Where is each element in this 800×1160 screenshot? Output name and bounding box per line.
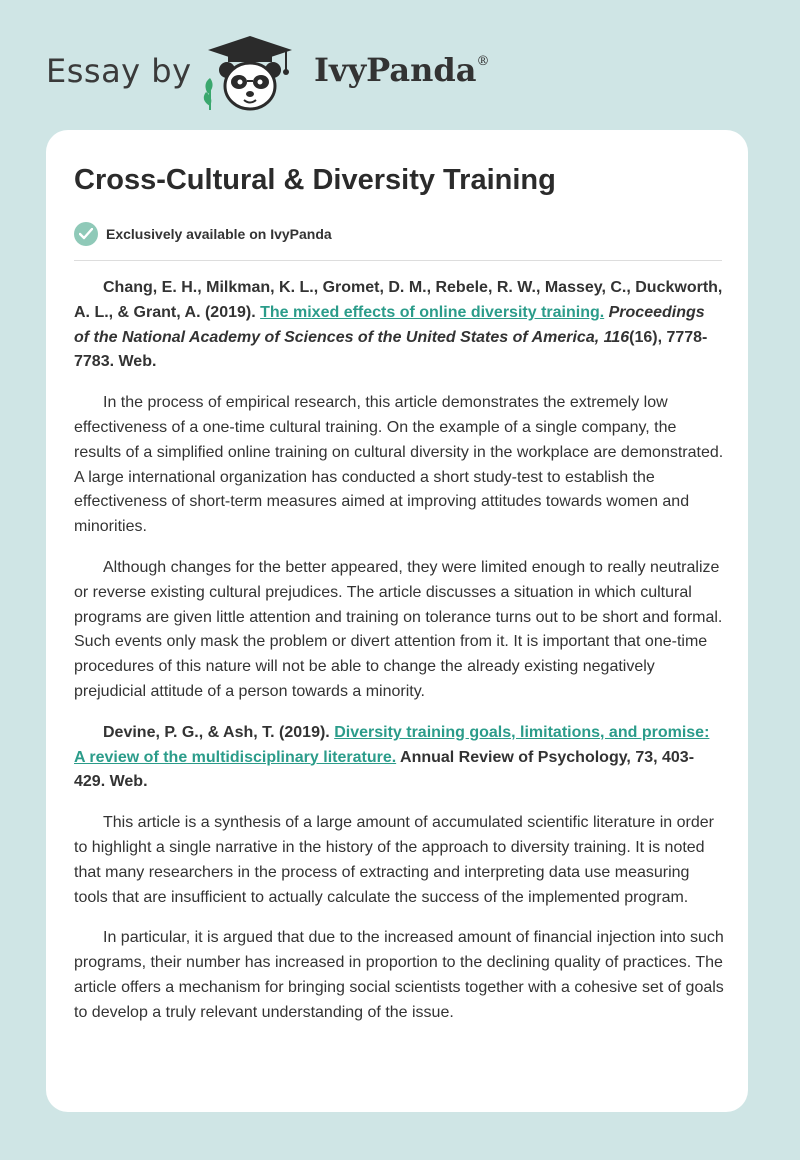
panda-graduate-icon	[200, 34, 300, 114]
paragraph-3: This article is a synthesis of a large amount of accumulated scientific literature in order to highlight a single narrative in the history of the approach to diversity training. It is noted that many researchers in the process of extracting and interpreting data use measuring tools that are insufficient to actually calculate the success of the implemented program.	[74, 814, 714, 906]
essay-card	[46, 130, 748, 1112]
reference-2-link[interactable]: Diversity training goals, limitations, and promise: A review of the multidisciplinary literature.	[74, 723, 710, 766]
paragraph-1: In the process of empirical research, this article demonstrates the extremely low effectiveness of a one-time cultural training. On the example of a single company, the results of a simplified online training on cultural diversity in the workplace are demonstrated. A large international organization has conducted a short study-test to establish the effectiveness of short-term measures aimed at improving attitudes towards women and minorities.	[74, 394, 724, 536]
page-title: Cross-Cultural & Diversity Training	[74, 164, 556, 196]
reference-1: Chang, E. H., Milkman, K. L., Gromet, D. M., Rebele, R. W., Massey, C., Duckworth, A. L., & Grant, A. (2019). The mixed effects of online diversity training. Proceedings of the National Academy of Sciences of the United States of America, 116(16), 7778-7783. Web.	[74, 279, 723, 371]
reference-2: Devine, P. G., & Ash, T. (2019). Diversity training goals, limitations, and promise: A review of the multidisciplinary literature. Annual Review of Psychology, 73, 403-429. Web.	[74, 723, 710, 791]
check-circle-icon	[74, 222, 98, 246]
site-header	[46, 34, 746, 114]
paragraph-4: In particular, it is argued that due to the increased amount of financial injection into such programs, their number has increased in proportion to the declining quality of practices. The article offers a mechanism for bringing social scientists together with a cohesive set of goals to develop a truly relevant understanding of the issue.	[74, 929, 724, 1021]
exclusive-badge	[74, 222, 332, 246]
reference-1-link[interactable]: The mixed effects of online diversity training.	[260, 303, 605, 321]
divider	[74, 260, 722, 261]
paragraph-2: Although changes for the better appeared, they were limited enough to really neutralize or reverse existing cultural prejudices. The article discusses a situation in which cultural programs are given little attention and training on tolerance turns out to be short and formal. Such events only mask the problem or divert attention from it. It is important that one-time procedures of this nature will not be able to change the already existing negatively prejudicial attitude of a person towards a minority.	[74, 558, 723, 700]
reference-1-journal: Proceedings of the National Academy of Sciences of the United States of America, 116	[74, 303, 705, 346]
essay-by-label: Essay by	[46, 52, 192, 90]
trademark-symbol: ®	[476, 54, 490, 69]
essay-body	[74, 276, 724, 1042]
badge-text: Exclusively available on IvyPanda	[106, 226, 332, 242]
brand-name[interactable]: IvyPanda®	[314, 51, 490, 89]
